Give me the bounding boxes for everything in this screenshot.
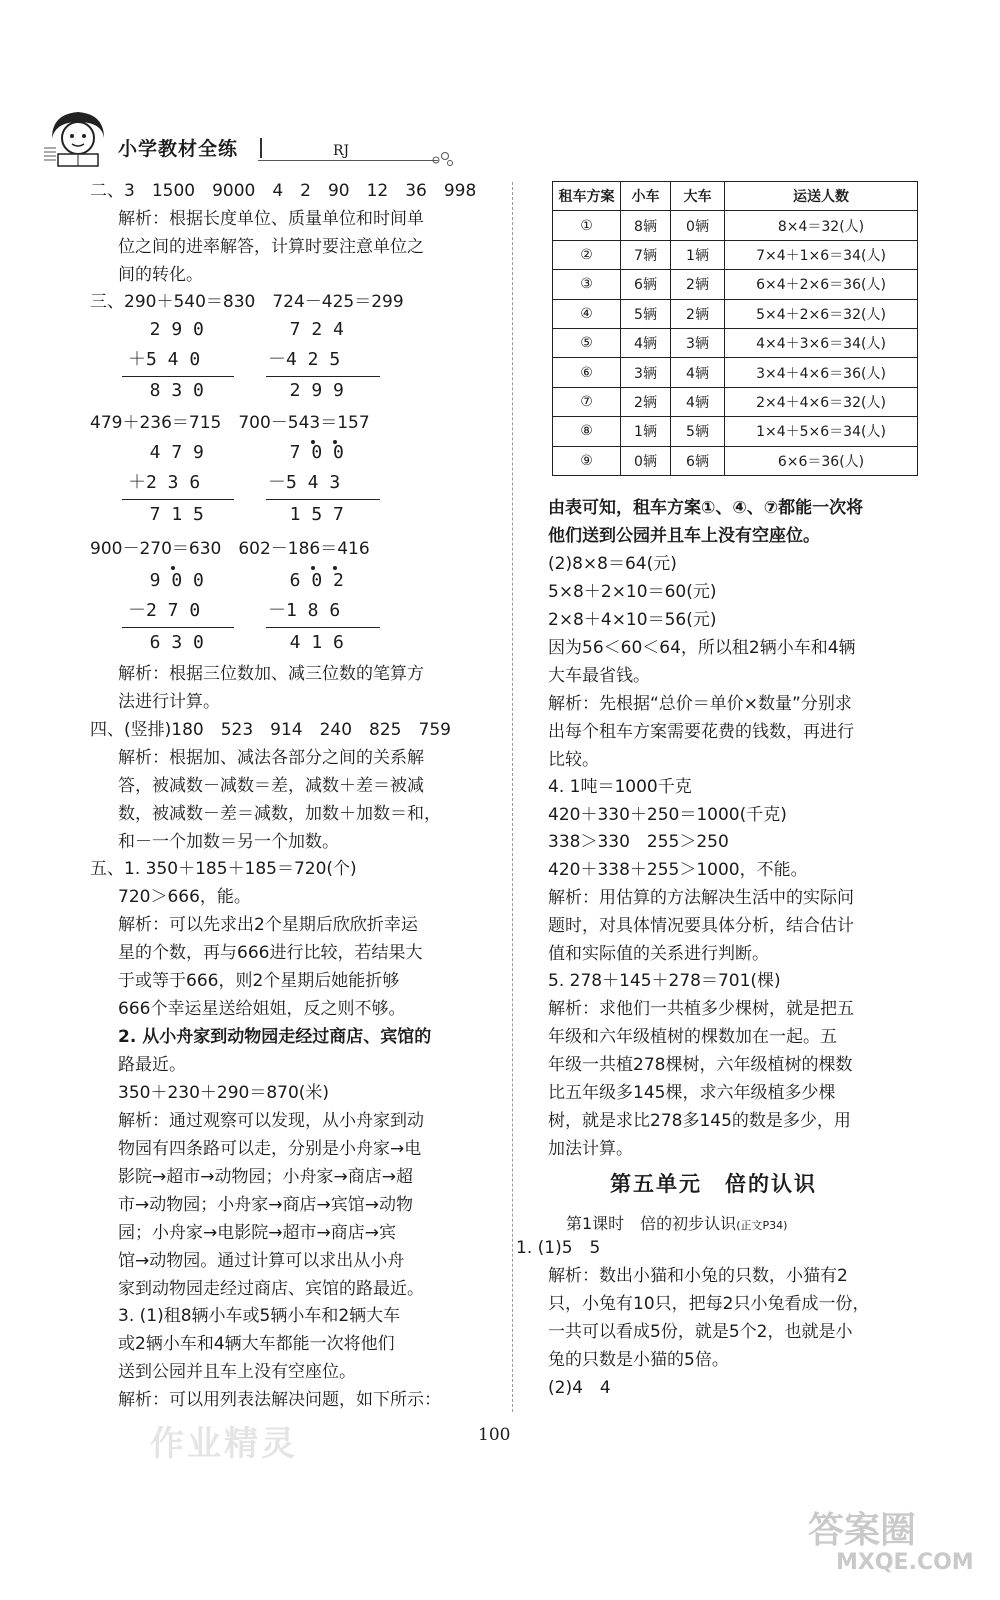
table-header-cell: 租车方案: [553, 182, 621, 211]
s3-explanation-line: 法进行计算。: [118, 692, 220, 712]
table-header-row: [553, 182, 918, 211]
table-cell: 7×4＋1×6＝34(人): [725, 240, 918, 269]
table-cell: 2×4＋4×6＝32(人): [725, 387, 918, 416]
table-row: [553, 299, 918, 328]
lesson-title: [566, 1211, 787, 1234]
part2-explanation-line: 出每个租车方案需要花费的钱数，再进行: [548, 722, 854, 742]
calc-rule: [122, 499, 234, 500]
q5-explanation-line: 加法计算。: [548, 1139, 633, 1159]
table-cell: 3×4＋4×6＝36(人): [725, 358, 918, 387]
table-cell: 8辆: [621, 211, 671, 240]
calc-700-543-result: 1 5 7: [268, 504, 344, 525]
s5-q2-answer: 2. 从小舟家到动物园走经过商店、宾馆的: [118, 1027, 432, 1047]
q4-line: 420＋338＋255＞1000，不能。: [548, 860, 808, 880]
s4-answer: 四、(竖排)180 523 914 240 825 759: [90, 720, 451, 740]
table-cell: 4辆: [671, 387, 725, 416]
s5-q2-explanation-line: 市→动物园；小舟家→商店→宾馆→动物: [118, 1195, 413, 1215]
table-cell: ②: [553, 240, 621, 269]
table-row: [553, 328, 918, 357]
calc-290-540-result: 8 3 0: [128, 380, 204, 401]
calc-rule: [266, 627, 380, 628]
s5-q2-explanation-line: 解析：通过观察可以发现，从小舟家到动: [118, 1111, 424, 1131]
s5-q3-answer: 3. (1)租8辆小车或5辆小车和2辆大车: [118, 1306, 401, 1326]
calc-479-236-result: 7 1 5: [128, 504, 204, 525]
q5-explanation-line: 解析：求他们一共植多少棵树，就是把五: [548, 999, 854, 1019]
calc-290-540-row2: ＋5 4 0: [128, 349, 201, 370]
table-cell: 2辆: [671, 270, 725, 299]
table-row: [553, 358, 918, 387]
header-divider: [260, 138, 262, 158]
table-row: [553, 211, 918, 240]
q4-line: 338＞330 255＞250: [548, 832, 729, 852]
rental-plan-table: [552, 181, 918, 476]
s5-q1-explanation-line: 于或等于666，则2个星期后她能折够: [118, 971, 400, 991]
lesson-reference: (正文P34): [736, 1219, 788, 1232]
table-cell: 5辆: [621, 299, 671, 328]
table-conclusion-line: 他们送到公园并且车上没有空座位。: [548, 526, 820, 546]
table-cell: 0辆: [671, 211, 725, 240]
book-title: 小学教材全练: [118, 138, 239, 160]
s5-q2-explanation-line: 影院→超市→动物园；小舟家→商店→超: [118, 1167, 413, 1187]
calc-602-186-result: 4 1 6: [268, 632, 344, 653]
s2-explanation-line: 解析：根据长度单位、质量单位和时间单: [118, 209, 424, 229]
s5-q3-answer: 送到公园并且车上没有空座位。: [118, 1362, 356, 1382]
table-cell: 8×4＝32(人): [725, 211, 918, 240]
column-divider: [512, 182, 514, 1412]
s3-equations-2: 479＋236＝715 700－543＝157: [90, 413, 370, 433]
unit-q1-explanation-line: 一共可以看成5份，就是5个2，也就是小: [548, 1322, 853, 1342]
s4-explanation-line: 解析：根据加、减法各部分之间的关系解: [118, 748, 424, 768]
s5-q1-explanation-line: 解析：可以先求出2个星期后欣欣折幸运: [118, 915, 418, 935]
part2-line: 2×8＋4×10＝56(元): [548, 610, 717, 630]
table-row: [553, 446, 918, 475]
s3-explanation-line: 解析：根据三位数加、减三位数的笔算方: [118, 664, 424, 684]
s5-q2-explanation-line: 物园有四条路可以走，分别是小舟家→电: [118, 1139, 422, 1159]
table-cell: 1×4＋5×6＝34(人): [725, 417, 918, 446]
table-cell: 3辆: [621, 358, 671, 387]
table-row: [553, 417, 918, 446]
calc-rule: [266, 499, 380, 500]
table-cell: ①: [553, 211, 621, 240]
s4-explanation-line: 和－一个加数＝另一个加数。: [118, 832, 339, 852]
s3-equations-3: 900－270＝630 602－186＝416: [90, 539, 370, 559]
unit-title: 第五单元 倍的认识: [610, 1172, 817, 1196]
s2-explanation-line: 位之间的进率解答，计算时要注意单位之: [118, 237, 424, 257]
table-cell: ④: [553, 299, 621, 328]
table-cell: 4辆: [671, 358, 725, 387]
table-cell: 3辆: [671, 328, 725, 357]
s5-q3-explanation: 解析：可以用列表法解决问题，如下所示：: [118, 1390, 441, 1410]
calc-rule: [122, 627, 234, 628]
table-row: [553, 240, 918, 269]
unit-q1-answer-b: (2)4 4: [548, 1378, 611, 1398]
table-cell: ⑥: [553, 358, 621, 387]
s3-equations-1: 三、290＋540＝830 724－425＝299: [90, 292, 404, 312]
part2-line: 大车最省钱。: [548, 666, 650, 686]
unit-q1-explanation-line: 只，小兔有10只，把每2只小兔看成一份，: [548, 1294, 870, 1314]
table-cell: 0辆: [621, 446, 671, 475]
q4-explanation-line: 题时，对具体情况要具体分析，结合估计: [548, 916, 854, 936]
calc-724-425-result: 2 9 9: [268, 380, 344, 401]
s4-explanation-line: 数，被减数－差＝减数，加数＋加数＝和，: [118, 804, 441, 824]
s5-q1-answer: 五、1. 350＋185＋185＝720(个): [90, 859, 357, 879]
calc-290-540-row1: 2 9 0: [128, 319, 204, 340]
part2-line: 因为56＜60＜64，所以租2辆小车和4辆: [548, 638, 856, 658]
s5-q1-explanation-line: 星的个数，再与666进行比较，若结果大: [118, 943, 423, 963]
lesson-name: 第1课时 倍的初步认识: [566, 1214, 737, 1233]
q5-answer: 5. 278＋145＋278＝701(棵): [548, 971, 781, 991]
table-cell: ⑨: [553, 446, 621, 475]
table-cell: 5辆: [671, 417, 725, 446]
decor-circles-icon: [430, 148, 454, 168]
table-conclusion-line: 由表可知，租车方案①、④、⑦都能一次将: [548, 498, 864, 518]
calc-900-270-result: 6 3 0: [128, 632, 204, 653]
table-cell: 6辆: [671, 446, 725, 475]
table-cell: 2辆: [621, 387, 671, 416]
table-cell: 6辆: [621, 270, 671, 299]
table-cell: 1辆: [671, 240, 725, 269]
q5-explanation-line: 年级一共植278棵树，六年级植树的棵数: [548, 1055, 853, 1075]
q5-explanation-line: 比五年级多145棵，求六年级植多少棵: [548, 1083, 836, 1103]
mascot-logo-icon: [44, 108, 114, 170]
calc-602-186-row1: 6 0 2: [268, 570, 344, 591]
table-row: [553, 387, 918, 416]
s5-q2-explanation-line: 馆→动物园。通过计算可以求出从小舟: [118, 1251, 405, 1271]
table-cell: 4×4＋3×6＝34(人): [725, 328, 918, 357]
table-cell: 6×4＋2×6＝36(人): [725, 270, 918, 299]
table-cell: 5×4＋2×6＝32(人): [725, 299, 918, 328]
unit-q1-explanation-line: 解析：数出小猫和小兔的只数，小猫有2: [548, 1266, 848, 1286]
q5-explanation-line: 年级和六年级植树的棵数加在一起。五: [548, 1027, 837, 1047]
calc-479-236-row1: 4 7 9: [128, 442, 204, 463]
calc-724-425-row2: －4 2 5: [268, 349, 341, 370]
calc-rule: [122, 376, 234, 377]
table-cell: ⑤: [553, 328, 621, 357]
q4-explanation-line: 值和实际值的关系进行判断。: [548, 944, 769, 964]
s5-q1-explanation-line: 666个幸运星送给姐姐，反之则不够。: [118, 999, 406, 1019]
table-cell: 2辆: [671, 299, 725, 328]
q4-line: 420＋330＋250＝1000(千克): [548, 805, 787, 825]
q5-explanation-line: 树，就是求比278多145的数是多少，用: [548, 1111, 851, 1131]
calc-602-186-row2: －1 8 6: [268, 600, 341, 621]
s2-explanation-line: 间的转化。: [118, 265, 203, 285]
s4-explanation-line: 答，被减数－减数＝差，减数＋差＝被减: [118, 776, 424, 796]
calc-rule: [266, 376, 380, 377]
part2-explanation-line: 比较。: [548, 750, 599, 770]
calc-724-425-row1: 7 2 4: [268, 319, 344, 340]
table-row: [553, 270, 918, 299]
q4-line: 4. 1吨＝1000千克: [548, 777, 692, 797]
table-cell: 7辆: [621, 240, 671, 269]
calc-479-236-row2: ＋2 3 6: [128, 472, 201, 493]
watermark-bottom-left: 作业精灵: [150, 1424, 298, 1464]
page-number: 100: [478, 1425, 511, 1445]
edition-label: RJ: [333, 143, 350, 159]
table-header-cell: 小车: [621, 182, 671, 211]
table-cell: ⑧: [553, 417, 621, 446]
part2-line: 5×8＋2×10＝60(元): [548, 582, 717, 602]
calc-900-270-row2: －2 7 0: [128, 600, 201, 621]
part2-line: (2)8×8＝64(元): [548, 554, 677, 574]
calc-900-270-row1: 9 0 0: [128, 570, 204, 591]
table-cell: 6×6＝36(人): [725, 446, 918, 475]
watermark-site: MXQE.COM: [836, 1550, 974, 1575]
s5-q2-explanation-line: 园；小舟家→电影院→超市→商店→宾: [118, 1223, 396, 1243]
header-rule: [258, 160, 438, 161]
table-header-cell: 运送人数: [725, 182, 918, 211]
unit-q1-explanation-line: 兔的只数是小猫的5倍。: [548, 1350, 729, 1370]
table-cell: 4辆: [621, 328, 671, 357]
s2-answer: 二、3 1500 9000 4 2 90 12 36 998: [90, 181, 477, 201]
s5-q2-answer: 路最近。: [118, 1055, 186, 1075]
q4-explanation-line: 解析：用估算的方法解决生活中的实际问: [548, 888, 854, 908]
part2-explanation-line: 解析：先根据“总价＝单价×数量”分别求: [548, 694, 852, 714]
s5-q1-answer-b: 720＞666，能。: [118, 887, 251, 907]
watermark-bottom-right: 答案圈: [808, 1510, 917, 1551]
s5-q3-answer: 或2辆小车和4辆大车都能一次将他们: [118, 1334, 395, 1354]
unit-q1-answer: 1. (1)5 5: [516, 1238, 601, 1258]
s5-q2-calc: 350＋230＋290＝870(米): [118, 1083, 330, 1103]
table-header-cell: 大车: [671, 182, 725, 211]
table-cell: ③: [553, 270, 621, 299]
calc-700-543-row2: －5 4 3: [268, 472, 341, 493]
table-cell: 1辆: [621, 417, 671, 446]
s5-q2-explanation-line: 家到动物园走经过商店、宾馆的路最近。: [118, 1279, 424, 1299]
calc-700-543-row1: 7 0 0: [268, 442, 344, 463]
table-cell: ⑦: [553, 387, 621, 416]
